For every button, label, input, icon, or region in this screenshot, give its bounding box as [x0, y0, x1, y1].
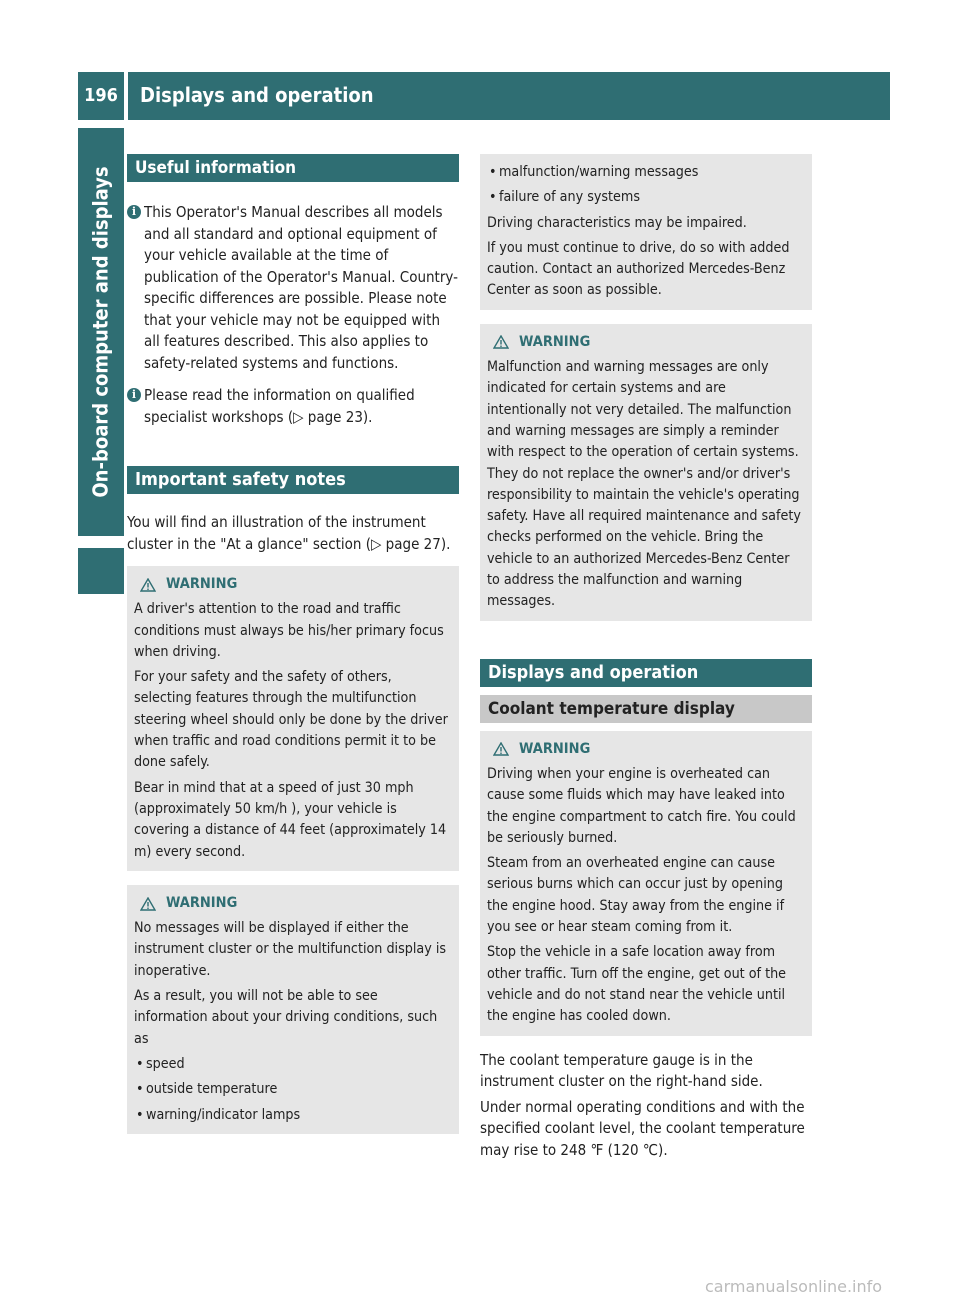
- warning-icon: [493, 742, 509, 756]
- side-tab-label: On-board computer and displays: [88, 166, 113, 498]
- side-marker: [78, 548, 124, 594]
- warning-icon: [140, 578, 156, 592]
- list-item: • outside temperature: [134, 1079, 452, 1100]
- list-item: • speed: [134, 1054, 452, 1075]
- info-note-2: i Please read the information on qualified specialist workshops (▷ page 23).: [127, 385, 459, 428]
- displays-operation-heading: Displays and operation: [480, 659, 812, 687]
- side-tab: [78, 128, 124, 536]
- right-column: [480, 154, 812, 1161]
- warning-text: As a result, you will not be able to see information about your driving conditions, such as: [134, 988, 438, 1047]
- warning-text: A driver's attention to the road and traffic conditions must always be his/her primary focus when driving.: [134, 601, 444, 660]
- warning-title: WARNING: [134, 893, 452, 914]
- warning-box-3: [480, 324, 812, 621]
- warning-text: For your safety and the safety of others, selecting features through the multifunction steering wheel should only be done by the driver when traffic and road conditions permit it to be done safely.: [134, 669, 448, 771]
- info-icon: i: [127, 388, 141, 402]
- warning-text: Steam from an overheated engine can cause serious burns which can occur just by opening the engine hood. Stay away from the engine if you see or hear steam coming from it.: [487, 855, 785, 936]
- coolant-temp-heading: Coolant temperature display: [480, 695, 812, 723]
- safety-intro: You will find an illustration of the instrument cluster in the "At a glance" section (▷ page 27).: [127, 513, 451, 553]
- warning-box-1: [127, 566, 459, 871]
- warning-icon: [140, 897, 156, 911]
- useful-info-heading: Useful information: [127, 154, 459, 182]
- warning-box-2-continued: [480, 154, 812, 310]
- body-paragraph: Under normal operating conditions and with the specified coolant level, the coolant temperature may rise to 248 ℉ (120 ℃).: [480, 1097, 805, 1159]
- watermark: carmanualsonline.info: [705, 1277, 883, 1296]
- warning-box-2: [127, 885, 459, 1134]
- safety-notes-heading: Important safety notes: [127, 466, 459, 494]
- page-number: 196: [78, 72, 124, 120]
- warning-title: WARNING: [134, 574, 452, 595]
- warning-icon: [493, 335, 509, 349]
- list-item: • malfunction/warning messages: [487, 162, 805, 183]
- warning-title: WARNING: [487, 332, 805, 353]
- list-item: • warning/indicator lamps: [134, 1105, 452, 1126]
- info-note-1: i This Operator's Manual describes all models and all standard and optional equipment of your vehicle available at the time of publication of the Operator's Manual. Country-specific differences are possible. Please note that your vehicle may not be equipped with all features described. This also applies to safety-related systems and functions.: [127, 202, 459, 374]
- warning-box-4: [480, 731, 812, 1036]
- chapter-title: Displays and operation: [128, 72, 890, 120]
- body-paragraph: The coolant temperature gauge is in the instrument cluster on the right-hand side.: [480, 1050, 763, 1090]
- warning-text: Bear in mind that at a speed of just 30 mph (approximately 50 km/h ), your vehicle is covering a distance of 44 feet (approximately 14 m) every second.: [134, 779, 447, 860]
- warning-text: If you must continue to drive, do so with added caution. Contact an authorized Mercedes-Benz Center as soon as possible.: [487, 239, 790, 299]
- warning-text: No messages will be displayed if either the instrument cluster or the multifunction display is inoperative.: [134, 920, 447, 979]
- left-column: [127, 154, 459, 1134]
- warning-title: WARNING: [487, 739, 805, 760]
- info-icon: i: [127, 205, 141, 219]
- warning-text: Stop the vehicle in a safe location away from other traffic. Turn off the engine, get out of the vehicle and do not stand near the vehicle until the engine has cooled down.: [487, 944, 787, 1025]
- warning-text: Driving when your engine is overheated can cause some fluids which may have leaked into the engine compartment to catch fire. You could be seriously burned.: [487, 765, 796, 846]
- warning-text: Malfunction and warning messages are only indicated for certain systems and are intentionally not very detailed. The malfunction and warning messages are simply a reminder with respect to the operation of certain systems. They do not replace the owner's and/or driver's responsibility to maintain the vehicle's operating safety. Have all required maintenance and safety checks performed on the vehicle. Bring the vehicle to an authorized Mercedes-Benz Center to address the malfunction and warning messages.: [487, 359, 801, 610]
- warning-text: Driving characteristics may be impaired.: [487, 214, 747, 231]
- list-item: • failure of any systems: [487, 187, 805, 208]
